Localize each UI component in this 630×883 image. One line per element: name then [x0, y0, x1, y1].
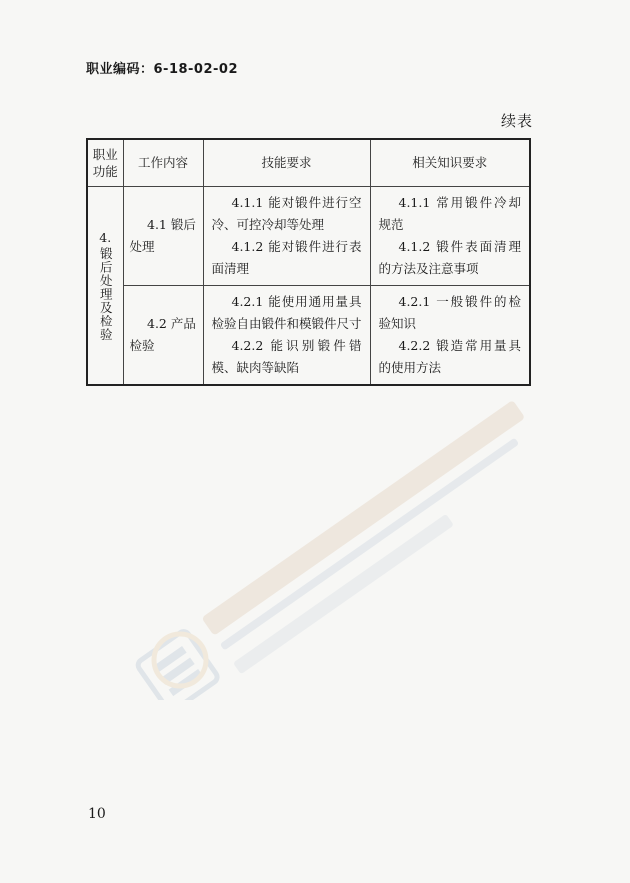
continued-table-label: 续表	[500, 112, 533, 130]
knowledge-cell	[370, 286, 530, 386]
skills-cell	[203, 187, 370, 286]
knowledge-item: 4.2.1 一般锻件的检验知识	[378, 294, 521, 331]
skills-cell	[203, 286, 370, 386]
header-function: 职业功能	[87, 139, 123, 187]
work-content-cell	[123, 187, 203, 286]
function-cell	[87, 187, 123, 386]
knowledge-cell	[370, 187, 530, 286]
table-row	[87, 286, 530, 386]
function-name: 锻后处理及检验	[98, 247, 114, 342]
work-content-text: 4.1 锻后处理	[129, 217, 196, 254]
skill-requirements-table	[86, 138, 531, 386]
knowledge-item: 4.2.2 锻造常用量具的使用方法	[378, 338, 521, 375]
work-content-text: 4.2 产品检验	[129, 316, 196, 353]
skill-item: 4.2.2 能识别锻件错模、缺肉等缺陷	[211, 338, 362, 375]
occupation-code: 职业编码：6-18-02-02	[86, 62, 239, 77]
knowledge-item: 4.1.1 常用锻件冷却规范	[378, 195, 521, 232]
skill-item: 4.1.2 能对锻件进行表面清理	[211, 239, 362, 276]
header-knowledge: 相关知识要求	[370, 139, 530, 187]
skill-item: 4.2.1 能使用通用量具检验自由锻件和模锻件尺寸	[211, 294, 362, 331]
header-skills: 技能要求	[203, 139, 370, 187]
function-number: 4.	[99, 230, 112, 246]
knowledge-item: 4.1.2 锻件表面清理的方法及注意事项	[378, 239, 521, 276]
header-work-content: 工作内容	[123, 139, 203, 187]
work-content-cell	[123, 286, 203, 386]
skill-item: 4.1.1 能对锻件进行空冷、可控冷却等处理	[211, 195, 362, 232]
page-number: 10	[88, 806, 106, 822]
table-header-row	[87, 139, 530, 187]
publisher-watermark	[70, 380, 590, 700]
table-row	[87, 187, 530, 286]
